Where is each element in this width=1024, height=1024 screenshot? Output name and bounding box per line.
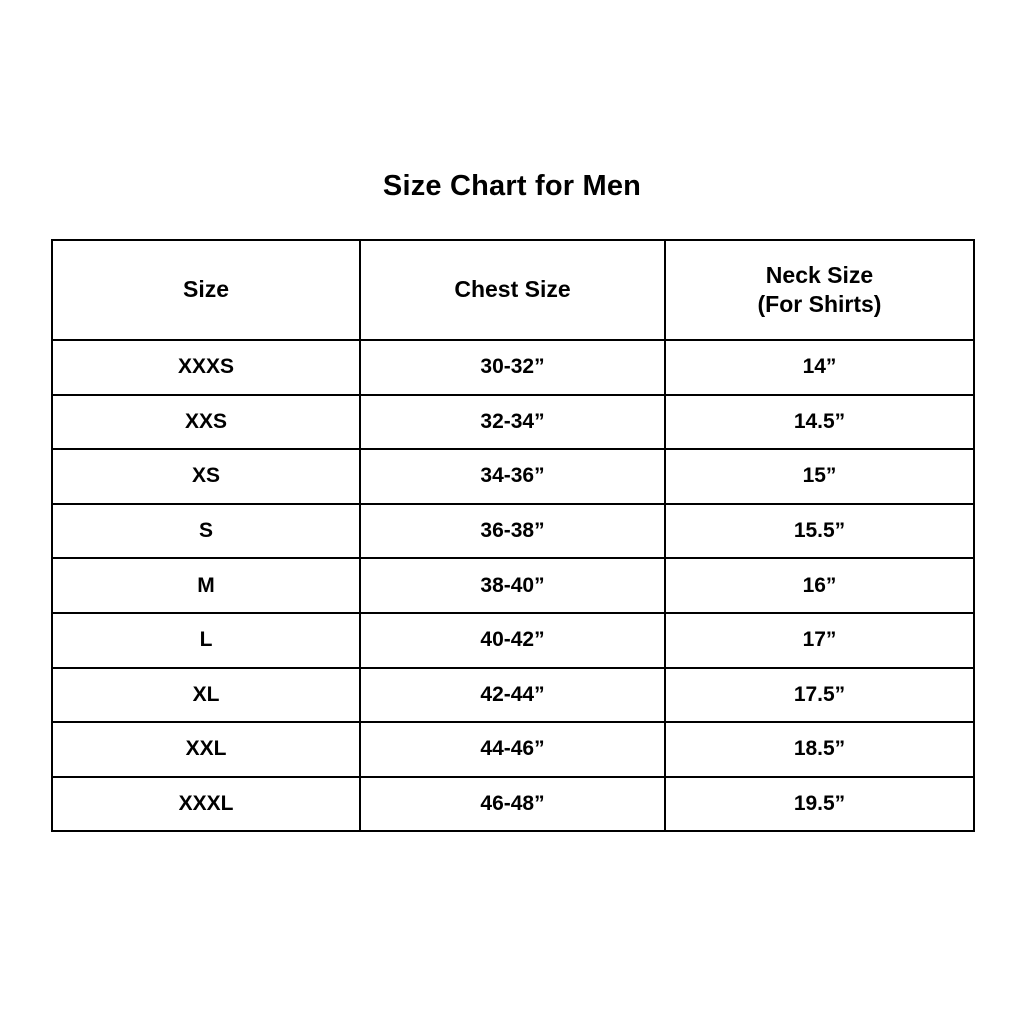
- size-chart-table-container: [51, 239, 973, 832]
- cell-neck: 14.5”: [665, 395, 974, 450]
- cell-neck: 16”: [665, 558, 974, 613]
- cell-chest: 30-32”: [360, 340, 665, 395]
- cell-size: M: [52, 558, 360, 613]
- column-header-chest-size: [360, 240, 665, 340]
- cell-chest: 44-46”: [360, 722, 665, 777]
- cell-chest: 36-38”: [360, 504, 665, 559]
- cell-chest: 46-48”: [360, 777, 665, 832]
- size-chart-table: [51, 239, 975, 832]
- cell-neck: 17.5”: [665, 668, 974, 723]
- table-row: [52, 558, 974, 613]
- cell-chest: 38-40”: [360, 558, 665, 613]
- table-body: [52, 340, 974, 831]
- table-header: [52, 240, 974, 340]
- column-header-chest-size-label: Chest Size: [454, 276, 571, 303]
- cell-neck: 18.5”: [665, 722, 974, 777]
- cell-neck: 19.5”: [665, 777, 974, 832]
- table-row: [52, 395, 974, 450]
- cell-chest: 32-34”: [360, 395, 665, 450]
- cell-size: XL: [52, 668, 360, 723]
- table-row: [52, 340, 974, 395]
- cell-chest: 34-36”: [360, 449, 665, 504]
- cell-size: XXL: [52, 722, 360, 777]
- cell-size: XS: [52, 449, 360, 504]
- column-header-neck-size-sublabel: (For Shirts): [757, 291, 882, 317]
- cell-neck: 14”: [665, 340, 974, 395]
- table-row: [52, 722, 974, 777]
- cell-size: XXXS: [52, 340, 360, 395]
- cell-size: XXXL: [52, 777, 360, 832]
- table-header-row: [52, 240, 974, 340]
- cell-chest: 42-44”: [360, 668, 665, 723]
- cell-neck: 15.5”: [665, 504, 974, 559]
- column-header-neck-size: [665, 240, 974, 340]
- table-row: [52, 668, 974, 723]
- page-title: Size Chart for Men: [382, 170, 642, 202]
- cell-size: L: [52, 613, 360, 668]
- column-header-size: [52, 240, 360, 340]
- table-row: [52, 504, 974, 559]
- cell-neck: 17”: [665, 613, 974, 668]
- table-row: [52, 613, 974, 668]
- table-row: [52, 449, 974, 504]
- column-header-neck-size-label: Neck Size: [765, 261, 874, 288]
- table-row: [52, 777, 974, 832]
- column-header-size-label: Size: [182, 276, 230, 303]
- cell-size: XXS: [52, 395, 360, 450]
- cell-size: S: [52, 504, 360, 559]
- cell-chest: 40-42”: [360, 613, 665, 668]
- cell-neck: 15”: [665, 449, 974, 504]
